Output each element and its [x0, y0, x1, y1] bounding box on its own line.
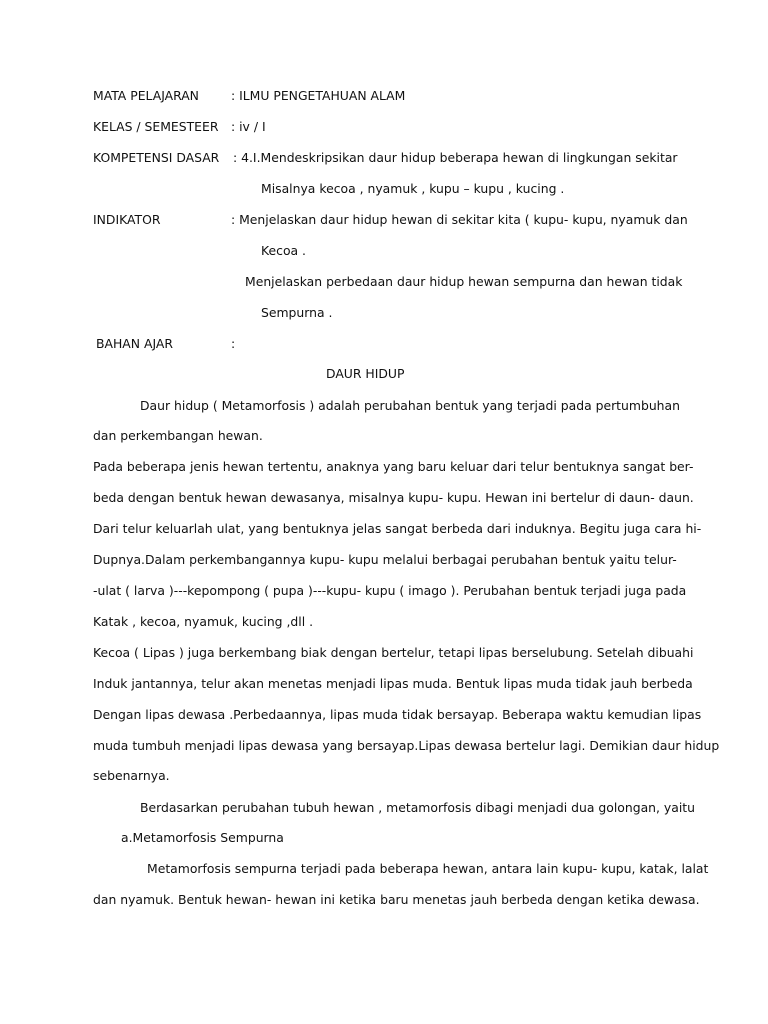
section-title: DAUR HIDUP	[326, 366, 405, 381]
paragraph-line: Dari telur keluarlah ulat, yang bentuknya jelas sangat berbeda dari induknya. Begitu juga cara hi-	[93, 521, 702, 536]
indicator-value-2-cont: Sempurna .	[261, 305, 333, 320]
paragraph-line: sebenarnya.	[93, 768, 170, 783]
subsection-heading: a.Metamorfosis Sempurna	[121, 830, 284, 845]
paragraph-line: Daur hidup ( Metamorfosis ) adalah perubahan bentuk yang terjadi pada pertumbuhan	[140, 398, 680, 413]
paragraph-line: muda tumbuh menjadi lipas dewasa yang bersayap.Lipas dewasa bertelur lagi. Demikian daur hidup	[93, 738, 720, 753]
paragraph-line: Pada beberapa jenis hewan tertentu, anaknya yang baru keluar dari telur bentuknya sangat ber-	[93, 459, 694, 474]
paragraph-line: Induk jantannya, telur akan menetas menjadi lipas muda. Bentuk lipas muda tidak jauh berbeda	[93, 676, 693, 691]
competency-value: : 4.I.Mendeskripsikan daur hidup beberapa hewan di lingkungan sekitar	[233, 150, 678, 165]
indicator-value-2: Menjelaskan perbedaan daur hidup hewan sempurna dan hewan tidak	[245, 274, 683, 289]
competency-value-cont: Misalnya kecoa , nyamuk , kupu – kupu , kucing .	[261, 181, 565, 196]
paragraph-line: Dupnya.Dalam perkembangannya kupu- kupu melalui berbagai perubahan bentuk yaitu telur-	[93, 552, 677, 567]
paragraph-line: Berdasarkan perubahan tubuh hewan , metamorfosis dibagi menjadi dua golongan, yaitu	[140, 800, 695, 815]
subject-label: MATA PELAJARAN	[93, 88, 199, 103]
class-label: KELAS / SEMESTEER	[93, 119, 219, 134]
paragraph-line: beda dengan bentuk hewan dewasanya, misalnya kupu- kupu. Hewan ini bertelur di daun- daun.	[93, 490, 694, 505]
paragraph-line: Katak , kecoa, nyamuk, kucing ,dll .	[93, 614, 314, 629]
subject-value: : ILMU PENGETAHUAN ALAM	[231, 88, 406, 103]
competency-label: KOMPETENSI DASAR	[93, 150, 220, 165]
paragraph-line: Dengan lipas dewasa .Perbedaannya, lipas muda tidak bersayap. Beberapa waktu kemudian lipas	[93, 707, 702, 722]
paragraph-line: dan nyamuk. Bentuk hewan- hewan ini ketika baru menetas jauh berbeda dengan ketika dewasa.	[93, 892, 700, 907]
paragraph-line: dan perkembangan hewan.	[93, 428, 263, 443]
material-value: :	[231, 336, 236, 351]
class-value: : iv / I	[231, 119, 266, 134]
paragraph-line: Kecoa ( Lipas ) juga berkembang biak dengan bertelur, tetapi lipas berselubung. Setelah dibuahi	[93, 645, 694, 660]
indicator-value-1: : Menjelaskan daur hidup hewan di sekitar kita ( kupu- kupu, nyamuk dan	[231, 212, 688, 227]
paragraph-line: -ulat ( larva )---kepompong ( pupa )---kupu- kupu ( imago ). Perubahan bentuk terjadi juga pada	[93, 583, 687, 598]
paragraph-line: Metamorfosis sempurna terjadi pada beberapa hewan, antara lain kupu- kupu, katak, lalat	[147, 861, 709, 876]
indicator-value-1-cont: Kecoa .	[261, 243, 306, 258]
indicator-label: INDIKATOR	[93, 212, 161, 227]
material-label: BAHAN AJAR	[96, 336, 173, 351]
